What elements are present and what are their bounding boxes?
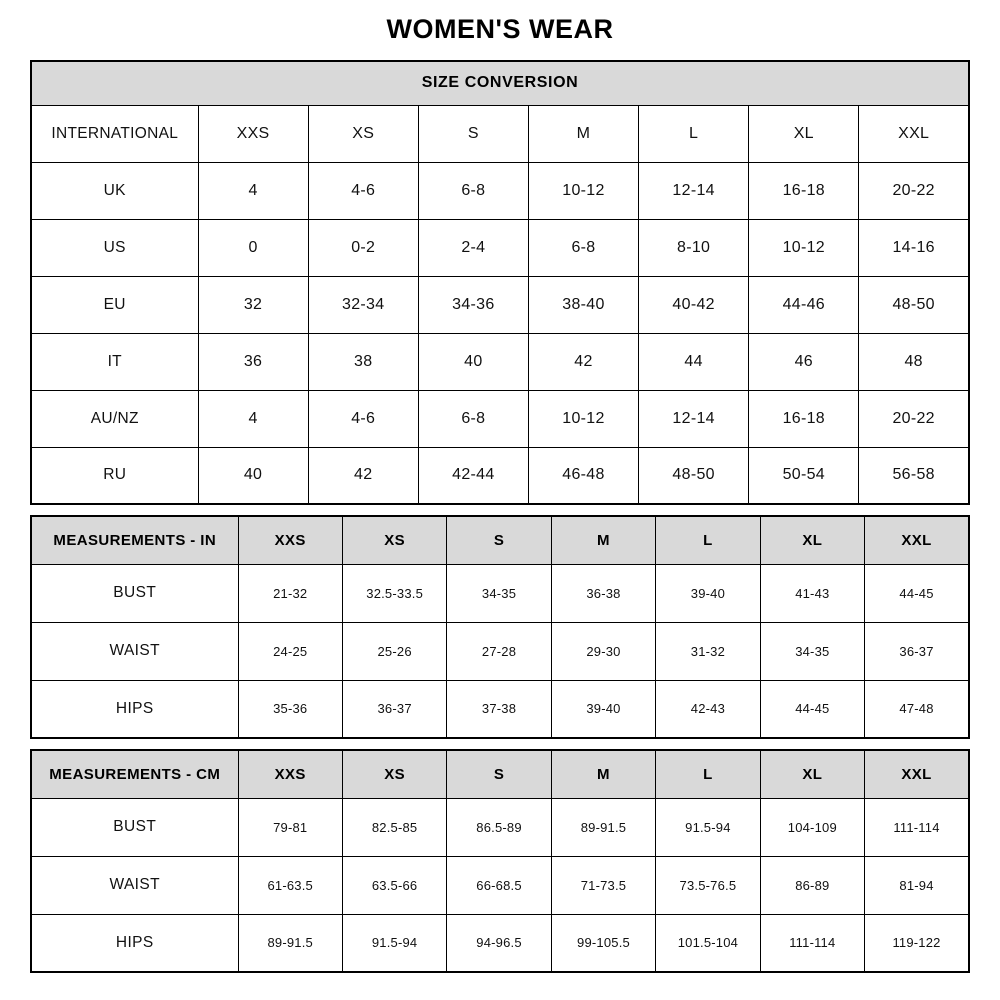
- size-conversion-banner-row: [31, 61, 969, 105]
- size-header-cell: L: [656, 516, 760, 564]
- size-header-cell: XS: [342, 750, 446, 798]
- value-cell: 91.5-94: [342, 914, 446, 972]
- value-cell: 44-45: [865, 564, 969, 622]
- size-header-cell: L: [656, 750, 760, 798]
- table-title: MEASUREMENTS - CM: [31, 750, 238, 798]
- size-header-cell: XXL: [865, 750, 969, 798]
- value-cell: 111-114: [760, 914, 864, 972]
- row-label: US: [31, 219, 198, 276]
- row-label: BUST: [31, 798, 238, 856]
- value-cell: 81-94: [865, 856, 969, 914]
- value-cell: 61-63.5: [238, 856, 342, 914]
- size-header-cell: XXS: [238, 750, 342, 798]
- size-header-cell: S: [447, 750, 551, 798]
- value-cell: 24-25: [238, 622, 342, 680]
- value-cell: 0-2: [308, 219, 418, 276]
- value-cell: 20-22: [859, 162, 969, 219]
- size-header-cell: XXS: [238, 516, 342, 564]
- value-cell: 111-114: [865, 798, 969, 856]
- table-header-row: [31, 516, 969, 564]
- row-label: HIPS: [31, 680, 238, 738]
- size-header-cell: XL: [760, 516, 864, 564]
- value-cell: 50-54: [749, 447, 859, 504]
- table-row: [31, 622, 969, 680]
- value-cell: 39-40: [551, 680, 655, 738]
- value-cell: 25-26: [342, 622, 446, 680]
- value-cell: M: [528, 105, 638, 162]
- value-cell: 4-6: [308, 390, 418, 447]
- value-cell: 56-58: [859, 447, 969, 504]
- size-header-cell: M: [551, 516, 655, 564]
- value-cell: 37-38: [447, 680, 551, 738]
- table-row: [31, 162, 969, 219]
- page-title: WOMEN'S WEAR: [386, 14, 614, 44]
- value-cell: 36-37: [865, 622, 969, 680]
- value-cell: 94-96.5: [447, 914, 551, 972]
- value-cell: 4: [198, 162, 308, 219]
- value-cell: 34-35: [760, 622, 864, 680]
- value-cell: 36-37: [342, 680, 446, 738]
- value-cell: 36: [198, 333, 308, 390]
- value-cell: 42: [308, 447, 418, 504]
- value-cell: 16-18: [749, 390, 859, 447]
- table-row: [31, 798, 969, 856]
- value-cell: 101.5-104: [656, 914, 760, 972]
- table-row: [31, 447, 969, 504]
- value-cell: 8-10: [639, 219, 749, 276]
- value-cell: 38: [308, 333, 418, 390]
- value-cell: 27-28: [447, 622, 551, 680]
- value-cell: 82.5-85: [342, 798, 446, 856]
- value-cell: 38-40: [528, 276, 638, 333]
- table-row: [31, 105, 969, 162]
- value-cell: XS: [308, 105, 418, 162]
- table-row: [31, 564, 969, 622]
- value-cell: 44: [639, 333, 749, 390]
- value-cell: 86.5-89: [447, 798, 551, 856]
- value-cell: 10-12: [749, 219, 859, 276]
- value-cell: 48-50: [639, 447, 749, 504]
- table-row: [31, 856, 969, 914]
- value-cell: 21-32: [238, 564, 342, 622]
- value-cell: 12-14: [639, 390, 749, 447]
- table-row: [31, 219, 969, 276]
- value-cell: XXL: [859, 105, 969, 162]
- value-cell: 66-68.5: [447, 856, 551, 914]
- row-label: BUST: [31, 564, 238, 622]
- table-title: MEASUREMENTS - IN: [31, 516, 238, 564]
- value-cell: 0: [198, 219, 308, 276]
- value-cell: 47-48: [865, 680, 969, 738]
- value-cell: 46-48: [528, 447, 638, 504]
- table-row: [31, 390, 969, 447]
- value-cell: 79-81: [238, 798, 342, 856]
- value-cell: 2-4: [418, 219, 528, 276]
- value-cell: 89-91.5: [551, 798, 655, 856]
- value-cell: 34-35: [447, 564, 551, 622]
- value-cell: 10-12: [528, 162, 638, 219]
- value-cell: 41-43: [760, 564, 864, 622]
- size-header-cell: XXL: [865, 516, 969, 564]
- value-cell: 16-18: [749, 162, 859, 219]
- measurements-in-table: [30, 515, 970, 739]
- row-label: RU: [31, 447, 198, 504]
- size-conversion-table: [30, 60, 970, 505]
- value-cell: 32: [198, 276, 308, 333]
- table-row: [31, 680, 969, 738]
- value-cell: XXS: [198, 105, 308, 162]
- size-header-cell: S: [447, 516, 551, 564]
- value-cell: 46: [749, 333, 859, 390]
- size-header-cell: XL: [760, 750, 864, 798]
- value-cell: 42-43: [656, 680, 760, 738]
- value-cell: L: [639, 105, 749, 162]
- row-label: WAIST: [31, 622, 238, 680]
- size-header-cell: M: [551, 750, 655, 798]
- value-cell: 119-122: [865, 914, 969, 972]
- row-label: HIPS: [31, 914, 238, 972]
- row-label: IT: [31, 333, 198, 390]
- value-cell: 35-36: [238, 680, 342, 738]
- row-label: EU: [31, 276, 198, 333]
- value-cell: 42-44: [418, 447, 528, 504]
- value-cell: 40: [198, 447, 308, 504]
- measurements-cm-table: [30, 749, 970, 973]
- value-cell: 48: [859, 333, 969, 390]
- value-cell: 40: [418, 333, 528, 390]
- table-row: [31, 333, 969, 390]
- value-cell: 34-36: [418, 276, 528, 333]
- value-cell: 31-32: [656, 622, 760, 680]
- value-cell: 10-12: [528, 390, 638, 447]
- value-cell: 4-6: [308, 162, 418, 219]
- value-cell: 71-73.5: [551, 856, 655, 914]
- value-cell: 12-14: [639, 162, 749, 219]
- table-header-row: [31, 750, 969, 798]
- size-conversion-title: SIZE CONVERSION: [31, 61, 969, 105]
- value-cell: XL: [749, 105, 859, 162]
- table-row: [31, 914, 969, 972]
- value-cell: 32.5-33.5: [342, 564, 446, 622]
- row-label: WAIST: [31, 856, 238, 914]
- value-cell: 63.5-66: [342, 856, 446, 914]
- value-cell: 20-22: [859, 390, 969, 447]
- row-label: UK: [31, 162, 198, 219]
- value-cell: 48-50: [859, 276, 969, 333]
- table-row: [31, 276, 969, 333]
- value-cell: 14-16: [859, 219, 969, 276]
- value-cell: 40-42: [639, 276, 749, 333]
- value-cell: 44-46: [749, 276, 859, 333]
- value-cell: 42: [528, 333, 638, 390]
- value-cell: 6-8: [418, 390, 528, 447]
- value-cell: 6-8: [418, 162, 528, 219]
- value-cell: 73.5-76.5: [656, 856, 760, 914]
- size-header-cell: XS: [342, 516, 446, 564]
- value-cell: 36-38: [551, 564, 655, 622]
- value-cell: 39-40: [656, 564, 760, 622]
- value-cell: 89-91.5: [238, 914, 342, 972]
- row-label: AU/NZ: [31, 390, 198, 447]
- value-cell: 6-8: [528, 219, 638, 276]
- value-cell: 104-109: [760, 798, 864, 856]
- value-cell: 91.5-94: [656, 798, 760, 856]
- row-label: INTERNATIONAL: [31, 105, 198, 162]
- value-cell: 86-89: [760, 856, 864, 914]
- value-cell: S: [418, 105, 528, 162]
- value-cell: 32-34: [308, 276, 418, 333]
- value-cell: 29-30: [551, 622, 655, 680]
- value-cell: 99-105.5: [551, 914, 655, 972]
- value-cell: 44-45: [760, 680, 864, 738]
- value-cell: 4: [198, 390, 308, 447]
